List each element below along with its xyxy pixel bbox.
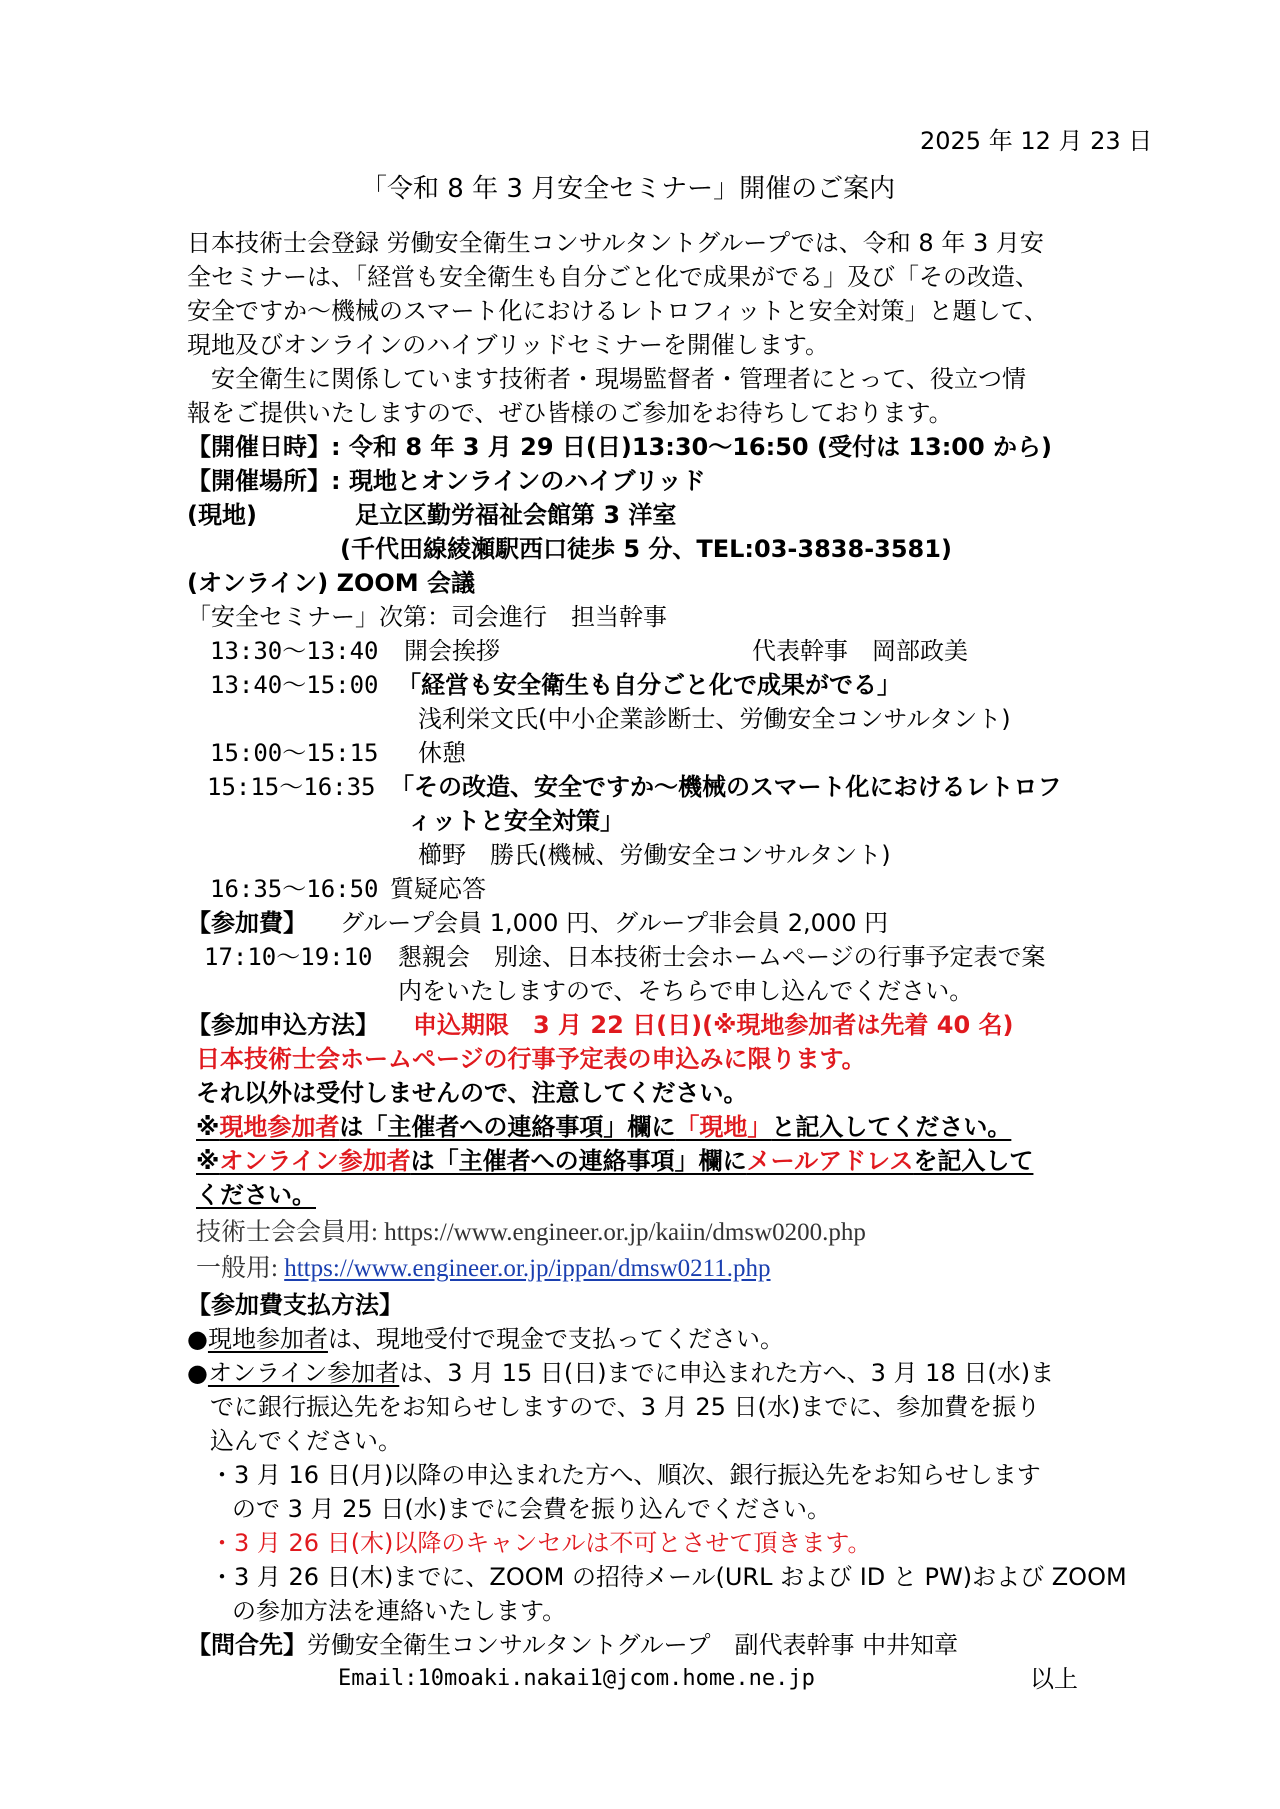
onsite-label: (現地) [187,501,257,529]
program-2-title: 「経営も安全衛生も自分ごと化で成果がでる」 [397,671,901,699]
note-online-who: オンライン参加者 [219,1147,411,1175]
online-row [187,566,475,600]
intro-line-4: 現地及びオンラインのハイブリッドセミナーを開催します。 [187,331,829,359]
member-url[interactable]: https://www.engineer.or.jp/kaiin/dmsw0200.php [384,1219,866,1246]
contact-row [187,1628,958,1662]
program-2-speaker: 浅利栄文氏(中小企業診断士、労働安全コンサルタント) [418,705,1011,733]
member-url-row [196,1216,866,1250]
payment-onsite-who: 現地参加者 [207,1325,328,1353]
program-1-title: 開会挨拶 [404,637,500,665]
note-onsite-tail: と記入してください。 [771,1113,1012,1141]
program-5-title: 質疑応答 [390,875,486,903]
datetime-value: 令和 8 年 3 月 29 日(日)13:30～16:50 (受付は 13:00 から) [348,433,1053,461]
note-online-field: は「主催者への連絡事項」欄に [410,1147,747,1175]
intro-line-6: 報をご提供いたしますので、ぜひ皆様のご参加をお待ちしております。 [187,399,953,427]
general-url-label: 一般用: [196,1255,278,1282]
note-onsite-who: 現地参加者 [219,1113,340,1141]
program-3-title: 休憩 [418,739,466,767]
apply-note-online [196,1144,1033,1178]
intro-line-2: 全セミナーは、「経営も安全衛生も自分ごと化で成果がでる」及び「その改造、 [187,263,1039,291]
program-4-title-1: 「その改造、安全ですか～機械のスマート化におけるレトロフ [390,773,1062,801]
payment-online [187,1356,1054,1390]
datetime-row [187,430,1052,464]
onsite-place: 足立区勤労福祉会館第 3 洋室 [355,501,677,529]
payment-onsite [187,1322,784,1356]
program-2-time: 13:40～15:00 [210,671,379,699]
apply-note-online-cont: ください。 [196,1181,316,1209]
onsite-access: (千代田線綾瀬駅西口徒歩 5 分、TEL:03-3838-3581) [340,535,952,563]
program-3-time: 15:00～15:15 [210,739,379,767]
payment-online-rest: は、3 月 15 日(日)までに申込まれた方へ、3 月 18 日(水)ま [399,1359,1055,1387]
issue-date: 2025 年 12 月 23 日 [920,127,1153,155]
contact-value: 労働安全衛生コンサルタントグループ 副代表幹事 中井知章 [307,1631,959,1659]
fee-value: グループ会員 1,000 円、グループ非会員 2,000 円 [340,909,889,937]
payment-online-who: オンライン参加者 [207,1359,400,1387]
datetime-label: 【開催日時】: [187,433,341,461]
program-header: 「安全セミナー」次第：司会進行 担当幹事 [187,603,667,631]
note-mark: ※ [196,1113,220,1141]
bullet-icon: ● [187,1325,208,1353]
intro-line-3: 安全ですか～機械のスマート化におけるレトロフィットと安全対策」と題して、 [187,297,1049,325]
general-url-row [196,1252,771,1286]
payment-onsite-rest: は、現地受付で現金で支払ってください。 [327,1325,784,1353]
venue-row [187,464,706,498]
party-line-2: 内をいたしますので、そちらで申し込んでください。 [398,977,974,1005]
intro-line-5: 安全衛生に関係しています技術者・現場監督者・管理者にとって、役立つ情 [187,365,1027,393]
page-title: 「令和 8 年 3 月安全セミナー」開催のご案内 [361,174,896,204]
payment-sub-3-line-1: ・3 月 26 日(木)までに、ZOOM の招待メール(URL および ID と PW)および ZOOM [210,1563,1127,1591]
bullet-icon: ● [187,1359,208,1387]
program-1-speaker: 代表幹事 岡部政美 [752,637,968,665]
payment-label: 【参加費支払方法】 [187,1291,403,1319]
payment-sub-2-cancel: ・3 月 26 日(木)以降のキャンセルは不可とさせて頂きます。 [210,1529,872,1557]
note-onsite-field: は「主催者への連絡事項」欄に [339,1113,676,1141]
payment-sub-1-line-1: ・3 月 16 日(月)以降の申込まれた方へ、順次、銀行振込先をお知らせします [210,1461,1041,1489]
note-online-value: メールアドレス [746,1147,914,1175]
apply-deadline: 申込期限 3 月 22 日(日)(※現地参加者は先着 40 名) [413,1011,1014,1039]
fee-label: 【参加費】 [187,909,307,937]
payment-online-line-2: でに銀行振込先をお知らせしますので、3 月 25 日(水)までに、参加費を振り [210,1393,1041,1421]
member-url-label: 技術士会会員用: [196,1219,378,1246]
online-label: (オンライン) [187,569,329,597]
program-5-time: 16:35～16:50 [210,875,379,903]
contact-label: 【問合先】 [187,1631,307,1659]
program-1-time: 13:30～13:40 [210,637,379,665]
apply-line-2: それ以外は受付しませんので、注意してください。 [196,1079,748,1107]
general-url-link[interactable]: https://www.engineer.or.jp/ippan/dmsw0211.php [284,1255,771,1282]
apply-label: 【参加申込方法】 [187,1011,379,1039]
online-value: ZOOM 会議 [336,569,476,597]
program-4-speaker: 櫛野 勝氏(機械、労働安全コンサルタント) [418,841,891,869]
payment-sub-1-line-2: ので 3 月 25 日(水)までに会費を振り込んでください。 [232,1495,832,1523]
party-time: 17:10～19:10 [204,943,373,971]
payment-sub-3-line-2: の参加方法を連絡いたします。 [232,1597,567,1625]
apply-line-1: 日本技術士会ホームページの行事予定表の申込みに限ります。 [196,1045,866,1073]
payment-online-line-3: 込んでください。 [210,1427,402,1455]
venue-label: 【開催場所】: [187,467,341,495]
note-mark: ※ [196,1147,220,1175]
note-onsite-value: 「現地」 [675,1113,772,1141]
note-online-tail: を記入して [913,1147,1034,1175]
contact-email[interactable]: Email:10moaki.nakai1@jcom.home.ne.jp [338,1666,815,1691]
closing-mark: 以上 [1030,1665,1078,1693]
venue-value: 現地とオンラインのハイブリッド [348,467,706,495]
program-4-title-2: ィットと安全対策」 [408,807,624,835]
program-4-time: 15:15～16:35 [207,773,376,801]
party-line-1: 懇親会 別途、日本技術士会ホームページの行事予定表で案 [398,943,1046,971]
apply-note-onsite [196,1110,1011,1144]
intro-line-1: 日本技術士会登録 労働安全衛生コンサルタントグループでは、令和 8 年 3 月安 [187,229,1044,257]
